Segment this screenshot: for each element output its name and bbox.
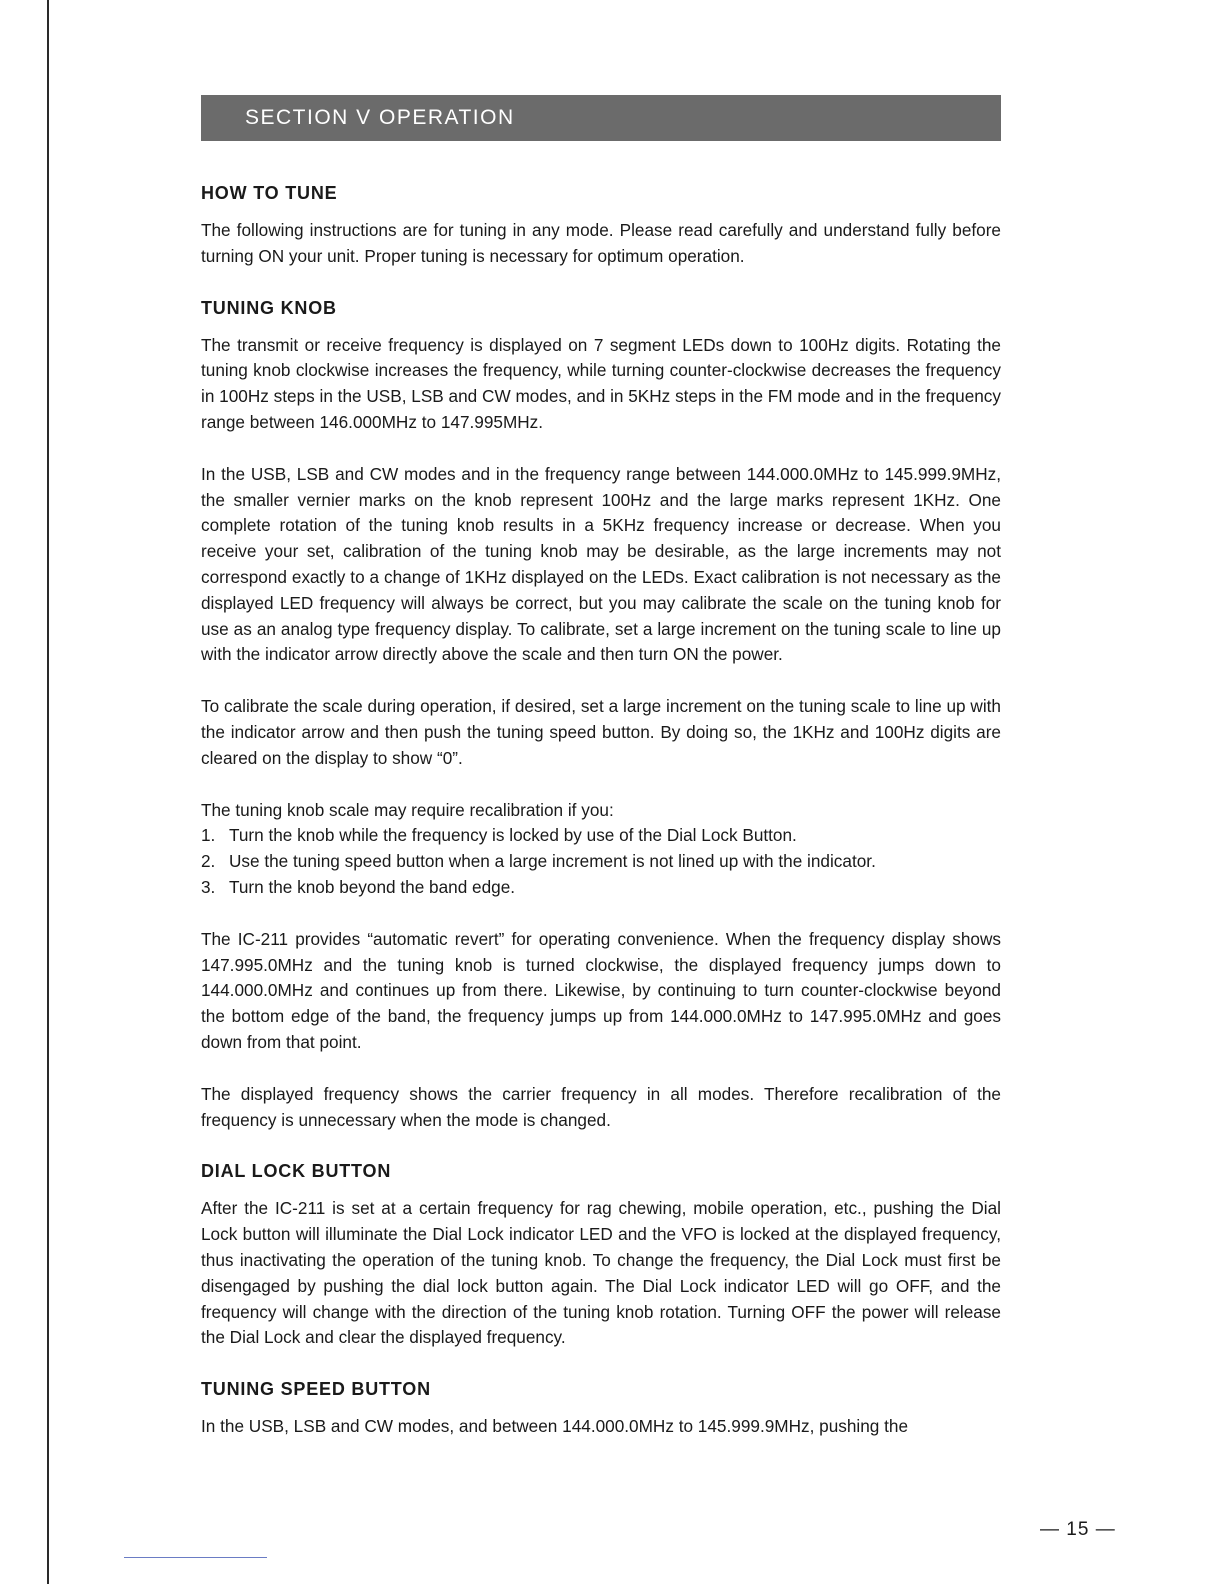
list-item-text: Turn the knob beyond the band edge. bbox=[229, 876, 516, 897]
list-item-text: Turn the knob while the frequency is locked by use of the Dial Lock Button. bbox=[229, 825, 797, 846]
page-content bbox=[201, 95, 1001, 1440]
list-item-number: 1. bbox=[201, 825, 216, 846]
list-item bbox=[201, 875, 1001, 901]
how-to-tune-paragraph: The following instructions are for tuning in any mode. Please read carefully and understand fully before turning ON your unit. Proper tuning is necessary for optimum operation. bbox=[201, 220, 1001, 266]
binding-line bbox=[47, 0, 49, 1584]
tuning-knob-paragraph-2: In the USB, LSB and CW modes and in the frequency range between 144.000.0MHz to 145.999.9MHz, the smaller vernier marks on the knob represent 100Hz and the large marks represent 1KHz. One complete rotation of the tuning knob results in a 5KHz frequency increase or decrease. When you receive your set, calibration of the tuning knob may be desirable, as the large increments may not correspond exactly to a change of 1KHz displayed on the LEDs. Exact calibration is not necessary as the displayed LED frequency will always be correct, but you may calibrate the scale on the tuning knob for use as an analog type frequency display. To calibrate, set a large increment on the tuning scale to line up with the indicator arrow directly above the scale and then turn ON the power. bbox=[201, 463, 1001, 665]
how-to-tune-heading: HOW TO TUNE bbox=[201, 183, 338, 203]
tuning-knob-paragraph-3: To calibrate the scale during operation, if desired, set a large increment on the tuning scale to line up with the indicator arrow and then push the tuning speed button. By doing so, the 1KHz and 100Hz digits are cleared on the display to show “0”. bbox=[201, 696, 1001, 768]
bottom-rule bbox=[124, 1557, 267, 1558]
section-title: SECTION V OPERATION bbox=[245, 106, 515, 129]
recalibration-intro: The tuning knob scale may require recalibration if you: bbox=[201, 799, 614, 820]
automatic-revert-paragraph: The IC-211 provides “automatic revert” for operating convenience. When the frequency display shows 147.995.0MHz and the tuning knob is turned clockwise, the displayed frequency jumps down to 144.000.0MHz and continues up from there. Likewise, by continuing to turn counter-clockwise beyond the bottom edge of the band, the frequency jumps up from 144.000.0MHz to 147.995.0MHz and goes down from that point. bbox=[201, 928, 1001, 1052]
list-item bbox=[201, 849, 1001, 875]
section-banner bbox=[201, 95, 1001, 141]
tuning-speed-heading: TUNING SPEED BUTTON bbox=[201, 1379, 431, 1400]
page-number: — 15 — bbox=[1040, 1519, 1116, 1540]
dial-lock-paragraph: After the IC-211 is set at a certain frequency for rag chewing, mobile operation, etc., pushing the Dial Lock button will illuminate the Dial Lock indicator LED and the VFO is locked at the displayed frequency, thus inactivating the operation of the tuning knob. To change the frequency, the Dial Lock must first be disengaged by pushing the dial lock button again. The Dial Lock indicator LED will go OFF, and the frequency will change with the direction of the tuning knob rotation. Turning OFF the power will release the Dial Lock and clear the displayed frequency. bbox=[201, 1198, 1001, 1348]
tuning-knob-heading: TUNING KNOB bbox=[201, 297, 337, 318]
carrier-frequency-paragraph: The displayed frequency shows the carrier frequency in all modes. Therefore recalibration of the frequency is unnecessary when the mode is changed. bbox=[201, 1083, 1001, 1130]
list-item bbox=[201, 823, 1001, 849]
list-item-number: 3. bbox=[201, 876, 216, 897]
dial-lock-heading: DIAL LOCK BUTTON bbox=[201, 1161, 392, 1182]
list-item-text: Use the tuning speed button when a large increment is not lined up with the indicator. bbox=[229, 851, 876, 872]
tuning-knob-paragraph-1: The transmit or receive frequency is displayed on 7 segment LEDs down to 100Hz digits. Rotating the tuning knob clockwise increases the frequency, while turning counter-clockwise decreases the frequency in 100Hz steps in the USB, LSB and CW modes, and in 5KHz steps in the FM mode and in the frequency range between 146.000MHz to 147.995MHz. bbox=[201, 334, 1001, 432]
list-item-number: 2. bbox=[201, 851, 216, 872]
recalibration-list bbox=[201, 823, 1001, 900]
tuning-speed-paragraph: In the USB, LSB and CW modes, and between 144.000.0MHz to 145.999.9MHz, pushing the bbox=[201, 1416, 909, 1437]
